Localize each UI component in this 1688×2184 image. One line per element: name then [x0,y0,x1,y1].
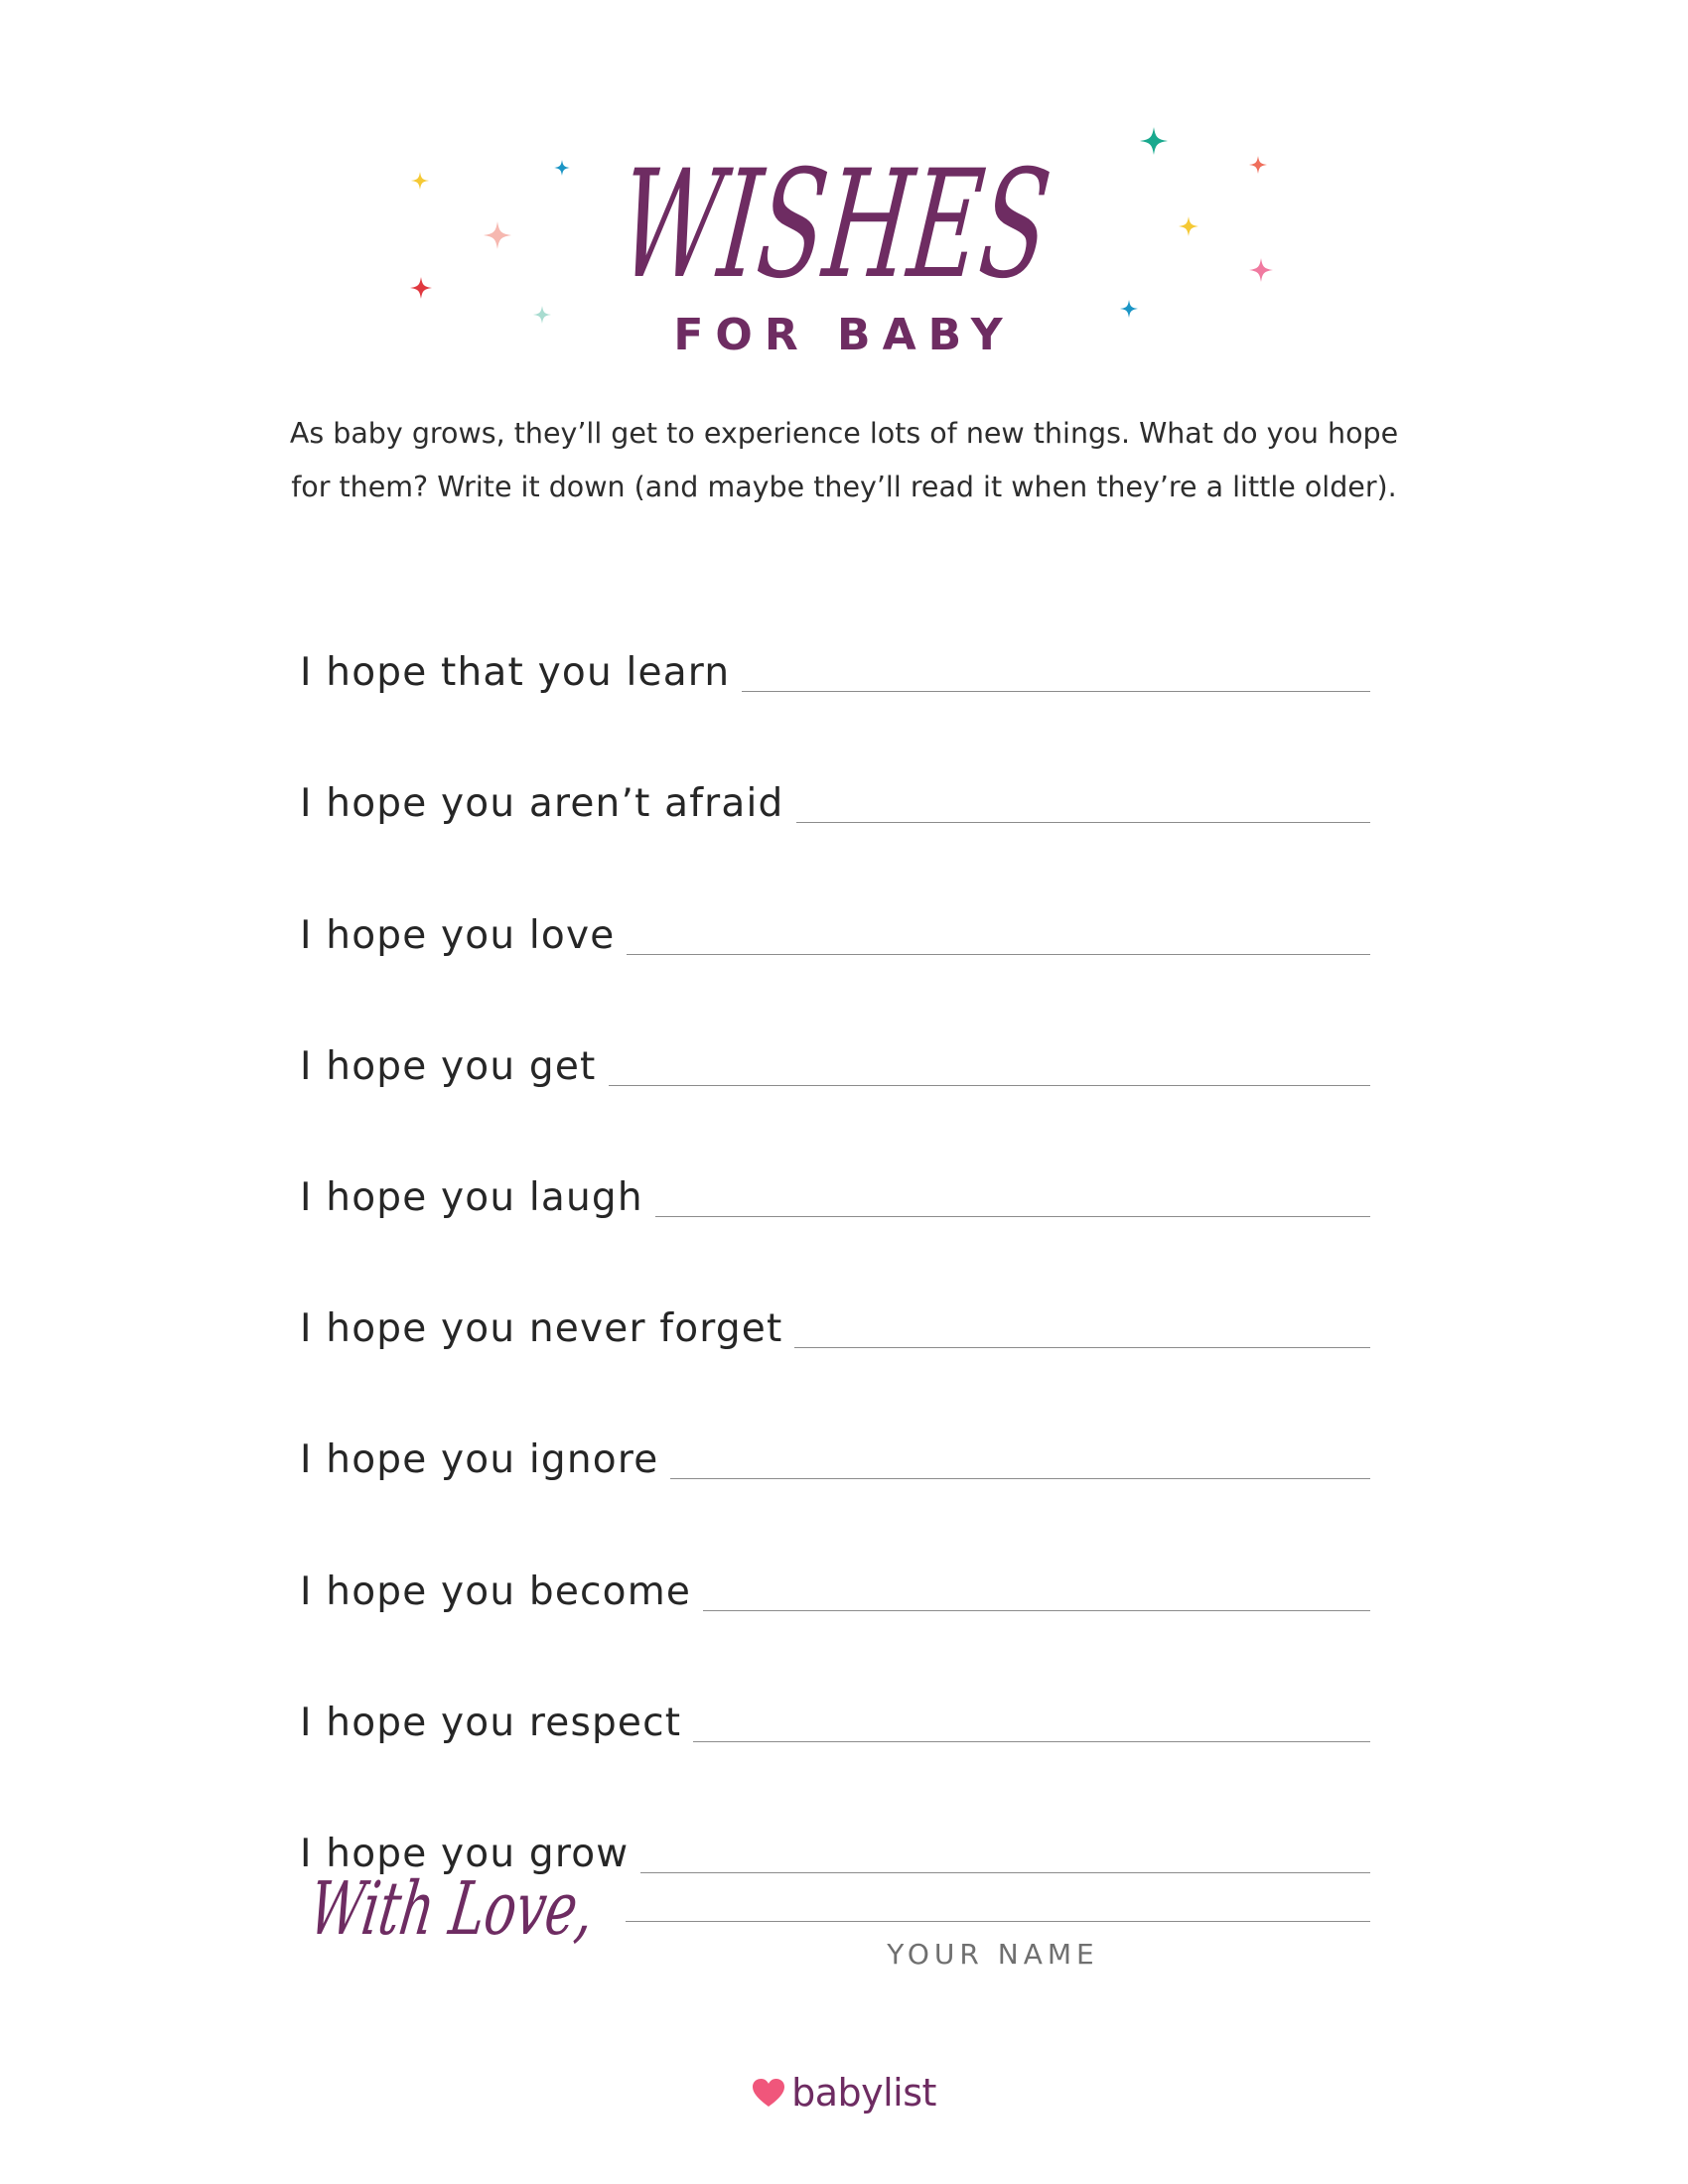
sparkle-icon [554,160,570,176]
intro-text [288,407,1400,514]
name-label: YOUR NAME [887,1938,1099,1971]
wish-prompt-row [300,1353,1370,1484]
wish-answer-line[interactable] [703,1610,1370,1611]
wish-prompt-label: I hope you never forget [300,1306,783,1352]
wish-prompt-label: I hope you aren’t afraid [300,781,784,827]
title-script-text: WISHES [612,138,1286,312]
heart-icon [752,2078,785,2108]
wish-answer-line[interactable] [655,1216,1370,1217]
wish-prompt-label: I hope you love [300,912,616,958]
wish-prompt-label: I hope you ignore [300,1437,659,1483]
intro-line: for them? Write it down (and maybe they’ll read it when they’re a little older). [291,471,1397,503]
name-answer-line[interactable] [626,1921,1370,1922]
sparkle-icon [1179,216,1198,236]
wish-prompt-row [300,566,1370,697]
wish-prompt-row [300,1222,1370,1353]
signoff-text: With Love, [304,1865,716,1952]
wish-answer-line[interactable] [742,691,1370,692]
wish-answer-line[interactable] [693,1741,1370,1742]
wish-prompt-label: I hope you respect [300,1700,682,1745]
wish-prompt-label: I hope you become [300,1569,692,1614]
intro-line: As baby grows, they’ll get to experience lots of new things. What do you hope [289,417,1399,450]
brand-logo [0,2071,1688,2115]
wish-prompt-row [300,1484,1370,1615]
wish-answer-line[interactable] [609,1085,1370,1086]
sparkle-icon [484,221,511,249]
sparkle-icon [411,172,429,190]
wish-prompt-row [300,828,1370,959]
wish-answer-line[interactable] [796,822,1370,823]
wish-prompt-row [300,1616,1370,1747]
wish-answer-line[interactable] [627,954,1370,955]
sparkle-icon [410,277,432,299]
wish-prompt-label: I hope you grow [300,1831,630,1876]
sparkle-icon [1249,258,1273,282]
signoff-script [304,1856,716,1966]
page-title [596,137,1286,312]
wish-prompt-row [300,697,1370,828]
wish-prompt-label: I hope you laugh [300,1174,643,1220]
wish-prompt-row [300,960,1370,1091]
brand-name: babylist [791,2071,936,2115]
wish-answer-line[interactable] [794,1347,1370,1348]
wish-answer-line[interactable] [640,1872,1370,1873]
wish-prompt-label: I hope that you learn [300,650,731,696]
wish-answer-line[interactable] [670,1478,1370,1479]
sparkle-icon [1140,127,1168,155]
wish-prompt-row [300,1091,1370,1222]
sparkle-icon [1249,156,1267,174]
wish-prompts [300,566,1370,1878]
wish-prompt-label: I hope you get [300,1043,597,1089]
page-subtitle: FOR BABY [673,310,1015,360]
